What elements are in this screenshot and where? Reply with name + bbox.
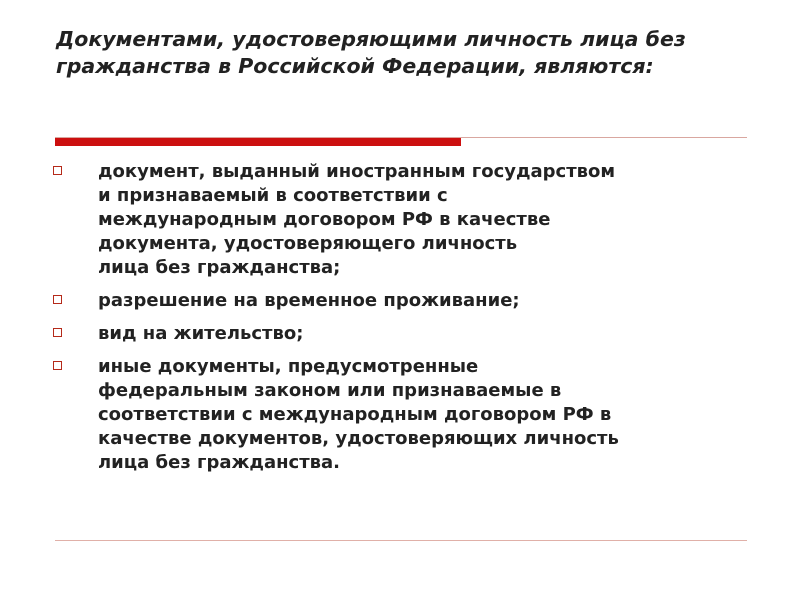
hollow-square-icon — [53, 361, 62, 370]
bullet-text: иные документы, предусмотренные федеральным законом или признаваемые в соответствии с международным договором РФ в качестве документов, удостоверяющих личность лица без гражданства. — [98, 356, 619, 473]
hollow-square-icon — [53, 166, 62, 175]
bullet-item — [50, 355, 750, 475]
bullet-item — [50, 160, 750, 280]
bullet-text: документ, выданный иностранным государством и признаваемый в соответствии с международным договором РФ в качестве документа, удостоверяющего личность лица без гражданства; — [98, 161, 616, 278]
bullet-item — [50, 322, 750, 346]
title-divider-accent-bar — [55, 138, 461, 146]
bullet-text: вид на жительство; — [98, 323, 304, 344]
footer-divider-line — [55, 540, 747, 541]
bullet-text: разрешение на временное проживание; — [98, 290, 520, 311]
bullet-item — [50, 289, 750, 313]
hollow-square-icon — [53, 295, 62, 304]
slide-title: Документами, удостоверяющими личность лица без гражданства в Российской Федерации, являются: — [56, 27, 686, 78]
hollow-square-icon — [53, 328, 62, 337]
bullet-list — [50, 160, 750, 484]
